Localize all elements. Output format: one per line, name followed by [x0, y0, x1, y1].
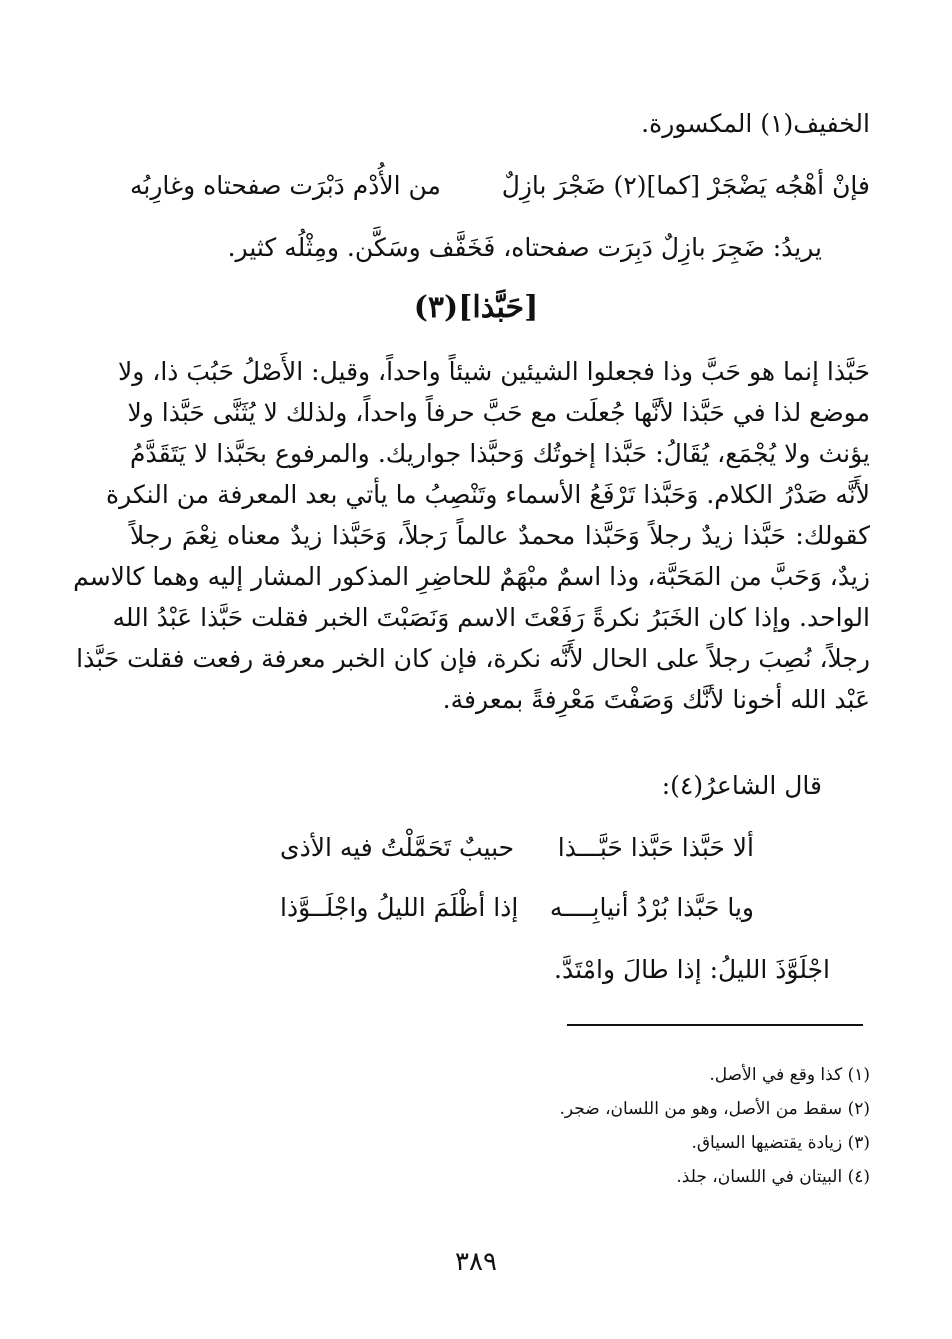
paragraph-line-1: حَبَّذا إنما هو حَبَّ وذا فجعلوا الشيئين شيئاً واحداً، وقيل: الأَصْلُ حَبُبَ ذا، ولا — [118, 357, 870, 386]
footnote-1: (١) كذا وقع في الأصل. — [709, 1065, 870, 1085]
paragraph-line-5: كقولك: حَبَّذا زيدٌ رجلاً وَحَبَّذا محمدٌ عالماً رَجلاً، وَحَبَّذا زيدٌ معناه نِعْمَ رجلاً — [130, 521, 870, 550]
paragraph-line-9: عَبْد الله أخونا لأنَّك وَصَفْتَ مَعْرِفةً بمعرفة. — [442, 685, 870, 714]
paragraph-line-8: رجلاً، نُصِبَ رجلاً على الحال لأَنَّه نكرة، فإن كان الخبر معرفة رفعت فقلت حَبَّذا — [76, 644, 870, 673]
footnote-divider — [567, 1024, 863, 1026]
verse2-line1-right: ألا حَبَّذا حَبَّذا حَبَّـــذا — [557, 833, 754, 862]
section-heading: [حَبَّذا](٣) — [413, 290, 539, 325]
verse2-line1-left: حبيبٌ تَحَمَّلْتُ فيه الأذى — [280, 833, 515, 862]
gloss-line: اجْلَوَّذَ الليلُ: إذا طالَ وامْتَدَّ. — [554, 955, 830, 984]
paragraph-line-3: يؤنث ولا يُجْمَع، يُقَالُ: حَبَّذا إخوتُك وَحبَّذا جواريك. والمرفوع بحَبَّذا لا يَتَقَدَّمُ — [130, 439, 870, 468]
paragraph-line-2: موضع لذا في حَبَّذا لأنَّها جُعلَت مع حَبَّ حرفاً واحداً، ولذلك لا يُثَنَّى حَبَّذا ولا — [127, 398, 870, 427]
verse2-line2-right: ويا حَبَّذا بُرْدُ أنيابِــــه — [549, 893, 754, 922]
verse1-hemistich-left: من الأُدْم دَبْرَت صفحتاه وغارِبُه — [130, 171, 441, 200]
footnote-4: (٤) البيتان في اللسان، جلذ. — [676, 1167, 870, 1187]
after-verse-line: يريدُ: ضَجِرَ بازِلٌ دَبِرَت صفحتاه، فَخَفَّف وسَكَّن. ومِثْلُه كثير. — [227, 233, 822, 262]
paragraph-line-4: لأَنَّه صَدْرُ الكلام. وَحَبَّذا تَرْفَعُ الأسماء وتَنْصِبُ ما يأتي بعد المعرفة من النكرة — [105, 480, 870, 509]
verse2-line2-left: إذا أظْلَمَ الليلُ واجْلَــوَّذا — [280, 893, 519, 922]
poet-intro: قال الشاعرُ(٤): — [661, 771, 822, 800]
paragraph-line-6: زيدٌ، وَحَبَّ من المَحَبَّة، وذا اسمٌ مبْهَمٌ للحاضِرِ المذكور المشار إليه وهما كالاسم — [73, 562, 870, 591]
footnote-2: (٢) سقط من الأصل، وهو من اللسان، ضجر. — [559, 1099, 870, 1119]
verse1-hemistich-right: فإنْ أهْجُه يَضْجَرْ [كما](٢) ضَجْرَ بازِلٌ — [501, 171, 870, 200]
opening-line: الخفيف(١) المكسورة. — [641, 109, 870, 138]
footnote-3: (٣) زيادة يقتضيها السياق. — [691, 1133, 870, 1153]
page-number: ٣٨٩ — [455, 1247, 497, 1277]
paragraph-line-7: الواحد. وإذا كان الخَبَرُ نكرةً رَفَعْتَ الاسم وَنَصَبْتَ الخبر فقلت حَبَّذا عَبْدُ الله — [112, 603, 870, 632]
